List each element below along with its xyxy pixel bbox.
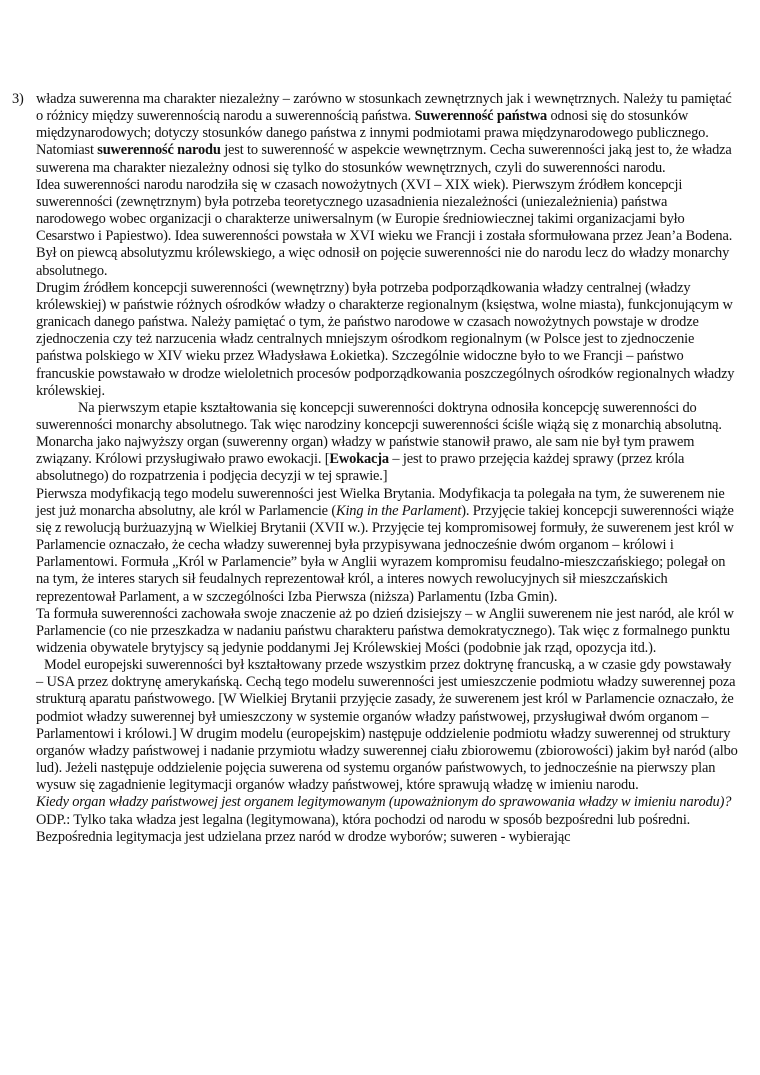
term-nation-sovereignty: suwerenność narodu xyxy=(97,142,221,159)
text-run: – jest to prawo przejęcia każdej sprawy (przez króla absolutnego) do rozpatrzenia i podjęcia decyzji w tej sprawie.] xyxy=(36,451,685,485)
paragraph-british-modification xyxy=(36,486,740,606)
text-run: odnosi się do stosunków międzynarodowych; dotyczy stosunków danego państwa z innymi podmiotami prawa międzynarodowego publicznego. Natomiast xyxy=(36,108,709,159)
paragraph-second-source: Drugim źródłem koncepcji suwerenności (wewnętrzny) była potrzeba podporządkowania władzy centralnej (władzy królewskiej) w państwie różnych ośrodków władzy o charakterze regionalnym (księstwa, wolne miasta), funkcjonującym w granicach danego państwa. Należy pamiętać o tym, że państwo narodowe w czasach nowożytnych powstaje w drodze zjednoczenia czy też narzucenia władz centralnych mniejszym ośrodkom regionalnym (w Polsce jest to zjednoczenie państwa polskiego w XIV wieku przez Władysława Łokietka). Szczególnie widoczne było to we Francji – państwo francuskie powstawało w drodze wieloletnich procesów podporządkowania poszczególnych ośrodków regionalnych władzy królewskiej. xyxy=(36,279,735,399)
text-run: jest to suwerenność w aspekcie wewnętrznym. Cecha suwerenności jaką jest to, że władza suwerena ma charakter niezależny odnosi się tylko do stosunków wewnętrznych, czyli do suwerenności narodu. xyxy=(36,142,732,176)
item-body xyxy=(36,91,740,846)
term-king-in-parlament: King in the Parlament xyxy=(336,502,462,519)
paragraph-first-stage xyxy=(36,400,740,486)
question xyxy=(36,794,740,811)
paragraph-sovereignty-independence xyxy=(36,91,740,177)
term-evocation: Ewokacja xyxy=(329,451,389,468)
term-state-sovereignty: Suwerenność państwa xyxy=(414,108,547,125)
item-number: 3) xyxy=(12,91,24,107)
paragraph-european-model: Model europejski suwerenności był kształtowany przede wszystkim przez doktrynę francuską, a w czasie gdy powstawały – USA przez doktrynę amerykańską. Cechą tego modelu suwerenności jest umieszczenie podmiotu władzy suwerennej poza strukturą aparatu państwowego. [W Wielkiej Brytanii przyjęcie zasady, że suwerenem jest król w Parlamencie oznaczało, że podmiot władzy suwerennej był umieszczony w systemie organów władzy państwowej, przysługiwał dwóm organom – Parlamentowi i królowi.] W drugim modelu (europejskim) następuje oddzielenie podmiotu władzy suwerennej od struktury organów władzy państwowej i nadanie przymiotu władzy suwerennej ciału zbiorowemu (zbiorowości) jakim był naród (albo lud). Jeżeli następuje oddzielenie pojęcia suwerena od systemu organów państwowych, to jednocześnie na pierwszy plan wysuw się zagadnienie legitymacji organów władzy państwowej, które sprawują władzę w imieniu narodu. xyxy=(36,657,738,794)
text-run: Na pierwszym etapie kształtowania się koncepcji suwerenności doktryna odnosiła koncepcję suwerenności do suwerenności monarchy absolutnego. Tak więc narodziny koncepcji suwerenności ściśle wiążą się z monarchią absolutną. Monarcha jako najwyższy organ (suwerenny organ) władzy w państwie stanowił prawo, ale sam nie był tym prawem związany. Królowi przysługiwało prawo ewokacji. [ xyxy=(36,399,722,468)
answer: ODP.: Tylko taka władza jest legalna (legitymowana), która pochodzi od narodu w sposób bezpośredni lub pośredni. Bezpośrednia legitymacja jest udzielana przez naród w drodze wyborów; suweren - wybierając xyxy=(36,811,691,845)
question-text: Kiedy organ władzy państwowej jest organem legitymowanym (upoważnionym do sprawowania władzy w imieniu narodu)? xyxy=(36,794,732,811)
paragraph-idea-origins: Idea suwerenności narodu narodziła się w czasach nowożytnych (XVI – XIX wiek). Pierwszym źródłem koncepcji suwerenności (zewnętrznym) była potrzeba teoretycznego uzasadnienia niezależności (uniezależnienia) państwa narodowego wobec organizacji o charakterze uniwersalnym (w Europie średniowiecznej takimi organizacjami było Cesarstwo i Papiestwo). Idea suwerenności powstała w XVI wieku we Francji i została sformułowana przez Jean’a Bodena. Był on piewcą absolutyzmu królewskiego, a więc odnosił on pojęcie suwerenności nie do narodu lecz do władzy monarchy absolutnego. xyxy=(36,176,733,279)
paragraph-formula-today: Ta formuła suwerenności zachowała swoje znaczenie aż po dzień dzisiejszy – w Anglii suwerenem nie jest naród, ale król w Parlamencie (co nie przeszkadza w nadaniu państwu charakteru państwa demokratycznego). Tak więc z formalnego punktu widzenia obywatele brytyjscy są jedynie poddanymi Jej Królewskiej Mości (podobnie jak rząd, opozycja itd.). xyxy=(36,605,734,656)
text-run: Pierwsza modyfikacją tego modelu suwerenności jest Wielka Brytania. Modyfikacja ta polegała na tym, że suwerenem nie jest już monarcha absolutny, ale król w Parlamencie ( xyxy=(36,485,725,519)
text-run: władza suwerenna ma charakter niezależny – zarówno w stosunkach zewnętrznych jak i wewnętrznych. Należy tu pamiętać o różnicy między suwerennością narodu a suwerennością państwa. xyxy=(36,91,732,125)
text-run: ). Przyjęcie takiej koncepcji suwerenności wiąże się z rewolucją burżuazyjną w Wielkiej Brytanii (XVII w.). Przyjęcie tej kompromisowej formuły, że suwerenem jest król w Parlamencie oznaczało, że cecha władzy suwerennej była przypisywana jednocześnie dwóm organom – królowi i Parlamentowi. Formuła „Król w Parlamencie” była w Anglii wyrazem kompromisu feudalno-mieszczańskiego; polegał on na tym, że interes starych sił feudalnych reprezentował król, a interes nowych rewolucyjnych sił mieszczańskich reprezentował Parlament, a w szczególności Izba Pierwsza (niższa) Parlamentu (Izba Gmin). xyxy=(36,502,734,605)
